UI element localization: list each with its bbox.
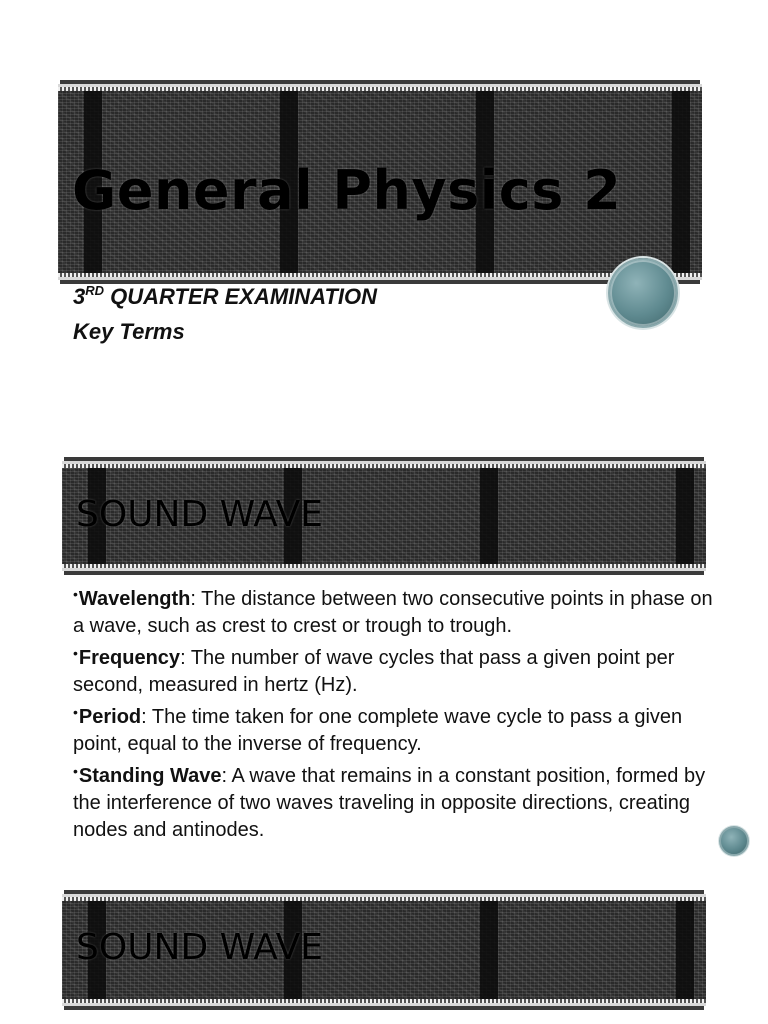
term-item-period (73, 699, 723, 758)
exam-suffix: RD (85, 283, 105, 298)
page-title: General Physics 2 (72, 159, 622, 222)
key-terms-label: Key Terms (73, 319, 185, 344)
term-item-standing-wave (73, 758, 723, 844)
section-banner-sound-wave-2 (62, 894, 706, 1006)
term-definition: : A wave that remains in a constant position, formed by the interference of two waves traveling in opposite directions, creating nodes and antinodes. (73, 765, 706, 841)
term-item-wavelength (73, 581, 723, 640)
key-terms-list (73, 581, 723, 844)
term-definition: : The number of wave cycles that pass a given point per second, measured in hertz (Hz). (73, 647, 675, 696)
decorative-circle-small (719, 826, 749, 856)
section-title: SOUND WAVE (76, 927, 323, 968)
title-banner (58, 84, 702, 280)
bullet: • (73, 645, 78, 661)
decorative-circle-large (608, 258, 678, 328)
bullet: • (73, 763, 78, 779)
exam-label: QUARTER EXAMINATION (104, 284, 378, 309)
term-name: Standing Wave (78, 765, 222, 787)
section-title: SOUND WAVE (76, 494, 323, 535)
term-name: Wavelength (78, 588, 191, 610)
term-item-frequency (73, 640, 723, 699)
bullet: • (73, 586, 78, 602)
section-banner-sound-wave (62, 461, 706, 571)
exam-number: 3 (73, 284, 86, 309)
term-name: Frequency (78, 647, 181, 669)
term-name: Period (78, 706, 142, 728)
term-definition: : The distance between two consecutive points in phase on a wave, such as crest to crest or trough to trough. (73, 588, 713, 637)
term-definition: : The time taken for one complete wave cycle to pass a given point, equal to the inverse of frequency. (73, 706, 683, 755)
bullet: • (73, 704, 78, 720)
exam-subtitle (73, 283, 377, 310)
